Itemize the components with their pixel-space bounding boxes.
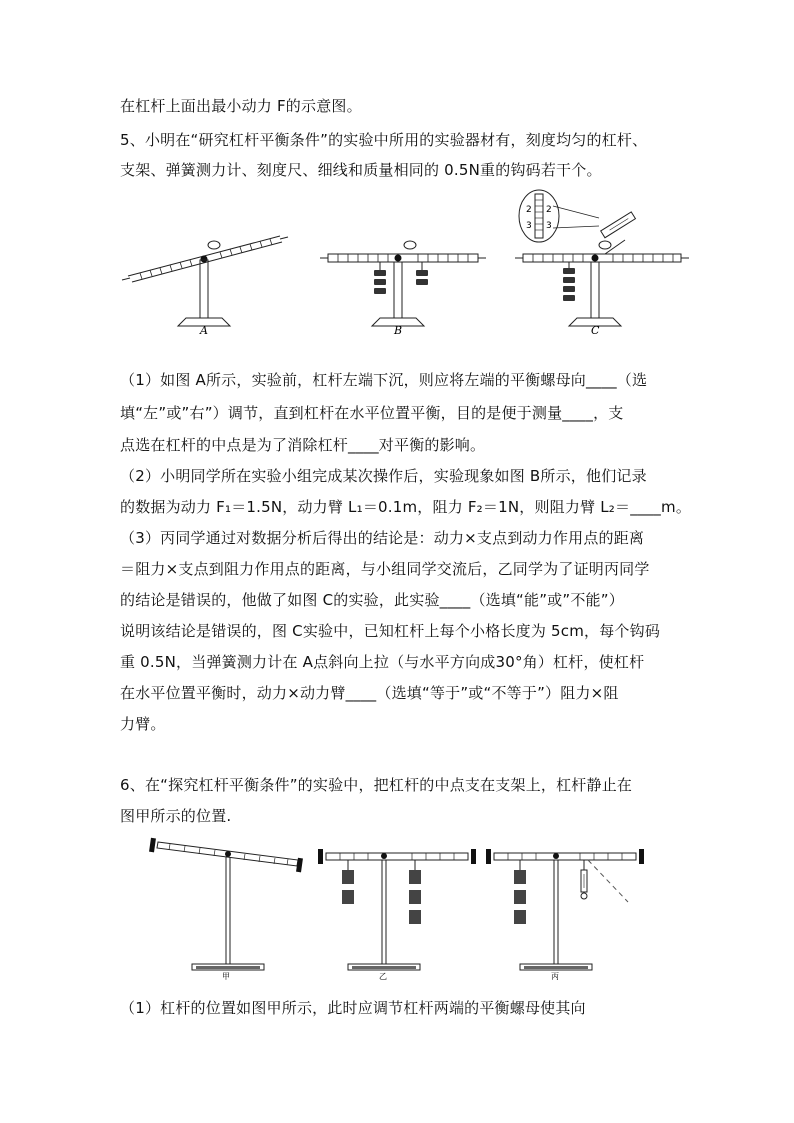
figure-yi bbox=[318, 849, 476, 981]
scale-tick-right-3: 3 bbox=[546, 221, 552, 231]
figure-bing bbox=[486, 849, 644, 981]
text-line-1: 在杠杆上面出最小动力 F的示意图。 bbox=[120, 97, 362, 115]
question-5-part-3-line-2: ＝阻力×支点到阻力作用点的距离，与小组同学交流后，乙同学为了证明丙同学 bbox=[120, 560, 650, 578]
figure-label-a: A bbox=[200, 324, 208, 337]
question-5-part-2-line-1: （2）小明同学所在实验小组完成某次操作后，实验现象如图 B所示，他们记录 bbox=[120, 467, 647, 485]
lever-figures-jia-yi-bing bbox=[140, 832, 650, 982]
question-5-part-3-line-6: 在水平位置平衡时，动力×动力臂____（选填“等于”或“不等于”）阻力×阻 bbox=[120, 684, 619, 702]
question-5-stem-line-1: 5、小明在“研究杠杆平衡条件”的实验中所用的实验器材有，刻度均匀的杠杆、 bbox=[120, 131, 648, 149]
question-5-part-1-line-3: 点选在杠杆的中点是为了消除杠杆____对平衡的影响。 bbox=[120, 436, 486, 454]
figure-a bbox=[122, 236, 288, 337]
question-5-part-3-line-5: 重 0.5N，当弹簧测力计在 A点斜向上拉（与水平方向成30°角）杠杆，使杠杆 bbox=[120, 653, 645, 671]
figure-b bbox=[320, 241, 486, 337]
question-5-part-3-line-7: 力臂。 bbox=[120, 715, 166, 733]
figure-label-bing: 丙 bbox=[551, 972, 559, 981]
question-5-part-3-line-1: （3）丙同学通过对数据分析后得出的结论是：动力×支点到动力作用点的距离 bbox=[120, 529, 645, 547]
question-5-part-3-line-4: 说明该结论是错误的，图 C实验中，已知杠杆上每个小格长度为 5cm，每个钩码 bbox=[120, 622, 661, 640]
figure-jia bbox=[149, 838, 303, 981]
scale-tick-left-2: 2 bbox=[526, 205, 532, 215]
question-6-part-1-line-1: （1）杠杆的位置如图甲所示，此时应调节杠杆两端的平衡螺母使其向 bbox=[120, 999, 586, 1017]
lever-figures-abc bbox=[118, 188, 698, 338]
question-6-stem-line-1: 6、在“探究杠杆平衡条件”的实验中，把杠杆的中点支在支架上，杠杆静止在 bbox=[120, 776, 633, 794]
question-5-part-3-line-3: 的结论是错误的，他做了如图 C的实验，此实验____（选填“能”或”不能”） bbox=[120, 591, 624, 609]
figure-label-yi: 乙 bbox=[379, 972, 387, 981]
figure-c bbox=[515, 190, 689, 337]
question-6-stem-line-2: 图甲所示的位置. bbox=[120, 807, 232, 825]
figure-label-jia: 甲 bbox=[222, 972, 230, 981]
scale-tick-right-2: 2 bbox=[546, 205, 552, 215]
figure-label-c: C bbox=[591, 324, 600, 337]
question-5-part-1-line-1: （1）如图 A所示，实验前，杠杆左端下沉，则应将左端的平衡螺母向____（选 bbox=[120, 371, 648, 389]
question-5-stem-line-2: 支架、弹簧测力计、刻度尺、细线和质量相同的 0.5N重的钩码若干个。 bbox=[120, 161, 602, 179]
scale-tick-left-3: 3 bbox=[526, 221, 532, 231]
figure-label-b: B bbox=[394, 324, 403, 337]
question-5-part-1-line-2: 填“左”或”右”）调节，直到杠杆在水平位置平衡，目的是便于测量____，支 bbox=[120, 404, 624, 422]
question-5-part-2-line-2: 的数据为动力 F₁＝1.5N，动力臂 L₁＝0.1m，阻力 F₂＝1N，则阻力臂 L₂＝____m。 bbox=[120, 498, 692, 516]
